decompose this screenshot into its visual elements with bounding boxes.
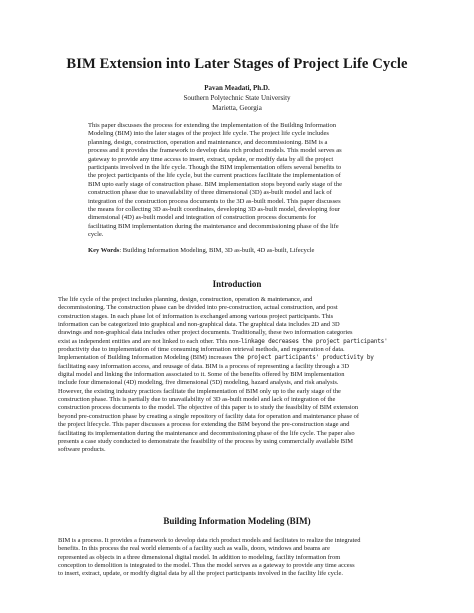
abstract-line: participants involved in the life cycle. Though the BIM implementation offers several benefits to bbox=[88, 164, 342, 172]
paragraph-line: information can be categorized into graphical and non-graphical data. The graphical data includes 2D and 3D bbox=[58, 321, 340, 329]
paragraph-line: Implementation of Building Information Modeling (BIM) increases the project participants' productivity by bbox=[58, 354, 374, 362]
author-institution: Southern Polytechnic State University bbox=[183, 94, 291, 102]
paragraph-line: However, the existing industry practices facilitate the implementation of BIM only up to the early stage of the bbox=[58, 387, 341, 395]
abstract-line: process and it provides the framework to develop data rich product models. This model serves as bbox=[88, 147, 342, 155]
paragraph-line: presents a case study conducted to demonstrate the feasibility of the process by using commercially available BIM bbox=[58, 437, 353, 445]
paragraph-line: include four dimensional (4D) modeling, five dimensional (5D) modeling, hazard analysis, and risk analysis. bbox=[58, 379, 339, 387]
introduction-body bbox=[58, 296, 418, 455]
abstract-line: gateway to provide any time access to insert, extract, update, or modify data by all the project bbox=[88, 155, 334, 163]
highlighted-text: linkage decreases the project participants' bbox=[240, 337, 388, 345]
abstract-line: integration of the construction process documents to the 3D as-built model. This paper discusses bbox=[88, 197, 341, 205]
paper-title: BIM Extension into Later Stages of Project Life Cycle bbox=[66, 56, 408, 72]
author-location: Marietta, Georgia bbox=[212, 104, 262, 112]
abstract-line: planning, design, construction, operation and maintenance, and decommissioning. BIM is a bbox=[88, 138, 328, 146]
paragraph-line: exist as independent entities and are not linked to each other. This non-linkage decreases the project participants' bbox=[58, 337, 388, 345]
abstract bbox=[88, 122, 388, 240]
keywords-text: : Building Information Modeling, BIM, 3D as-built, 4D as-built, Lifecycle bbox=[119, 247, 315, 254]
abstract-line: facilitating BIM implementation during the maintenance and decommissioning phase of the life bbox=[88, 222, 339, 230]
paragraph-line: BIM is a process. It provides a framework to develop data rich product models and facilitates to realize the integrated bbox=[58, 537, 361, 544]
paragraph-line: software products. bbox=[58, 446, 106, 454]
bim-heading: Building Information Modeling (BIM) bbox=[163, 516, 311, 526]
abstract-line: the project participants of the life cycle, but the current practices facilitate the implementation of bbox=[88, 172, 341, 180]
highlighted-text: the project participants' productivity by bbox=[233, 354, 374, 362]
paragraph-line: construction stages. In each phase lot of information is exchanged among various project participants. This bbox=[58, 312, 334, 320]
paragraph-line: facilitating its implementation during the maintenance and decommissioning phase of the life cycle. The paper also bbox=[58, 429, 355, 437]
paragraph-line: decommissioning. The construction phase can be divided into pre-construction, actual construction, and post bbox=[58, 304, 338, 312]
paragraph-line: benefits. In this process the real world elements of a facility such as walls, doors, windows and beams are bbox=[58, 545, 330, 553]
paragraph-line: The life cycle of the project includes planning, design, construction, operation & maintenance, and bbox=[58, 296, 313, 303]
paragraph-line: conception to demolition is integrated to the model. Thus the model serves as a gateway to provide any time access bbox=[58, 562, 355, 570]
paragraph-line: beyond pre-construction phase by creating a single repository of facility data for operation and maintenance phase of bbox=[58, 412, 360, 420]
abstract-line: dimensional (4D) as-built model and integration of construction process documents for bbox=[88, 214, 316, 222]
author-name: Pavan Meadati, Ph.D. bbox=[204, 84, 270, 92]
introduction-heading: Introduction bbox=[212, 279, 262, 289]
paragraph-line: digital model and linking the information associated to it. Some of the benefits offered by BIM implementation bbox=[58, 371, 345, 379]
abstract-line: BIM upto early stage of construction phase. BIM implementation stops beyond early stage of the bbox=[88, 180, 342, 188]
keywords-label: Key Words bbox=[88, 247, 120, 254]
paragraph-line: construction process documents to the model. The objective of this paper is to study the feasibility of BIM extension bbox=[58, 404, 359, 412]
paragraph-line: represented as objects in a three dimensional digital model. In addition to modeling, facility information from bbox=[58, 553, 341, 561]
paragraph-line: productivity due to implementation of time consuming information retrieval methods, and regeneration of data. bbox=[58, 346, 345, 354]
abstract-line: cycle. bbox=[88, 231, 104, 239]
paragraph-line: the project lifecycle. This paper discusses a process for extending the BIM beyond the pre-construction stage and bbox=[58, 421, 350, 429]
paragraph-line: drawings and non-graphical data includes other project documents. Traditionally, these two information categories bbox=[58, 329, 353, 337]
keywords bbox=[88, 247, 388, 255]
abstract-line: the means for collecting 3D as-built coordinates, developing 3D as-built model, developing four bbox=[88, 206, 340, 214]
abstract-line: construction phase due to unavailability of three dimensional (3D) as-built model and lack of bbox=[88, 189, 332, 197]
bim-body bbox=[58, 537, 418, 579]
paragraph-line: facilitating easy information access, and reusage of data. BIM is a process of representing a facility through a 3D bbox=[58, 362, 350, 370]
paragraph-line: construction phase. This is partially due to unavailability of 3D as-built model and lack of integration of the bbox=[58, 396, 336, 404]
abstract-line: Modeling (BIM) into the later stages of the project life cycle. The project life cycle includes bbox=[88, 130, 329, 138]
abstract-line: This paper discusses the process for extending the implementation of the Building Information bbox=[88, 122, 336, 129]
paragraph-line: to insert, extract, update, or modify digital data by all the project participants involved in the facility life cycle. bbox=[58, 570, 343, 578]
